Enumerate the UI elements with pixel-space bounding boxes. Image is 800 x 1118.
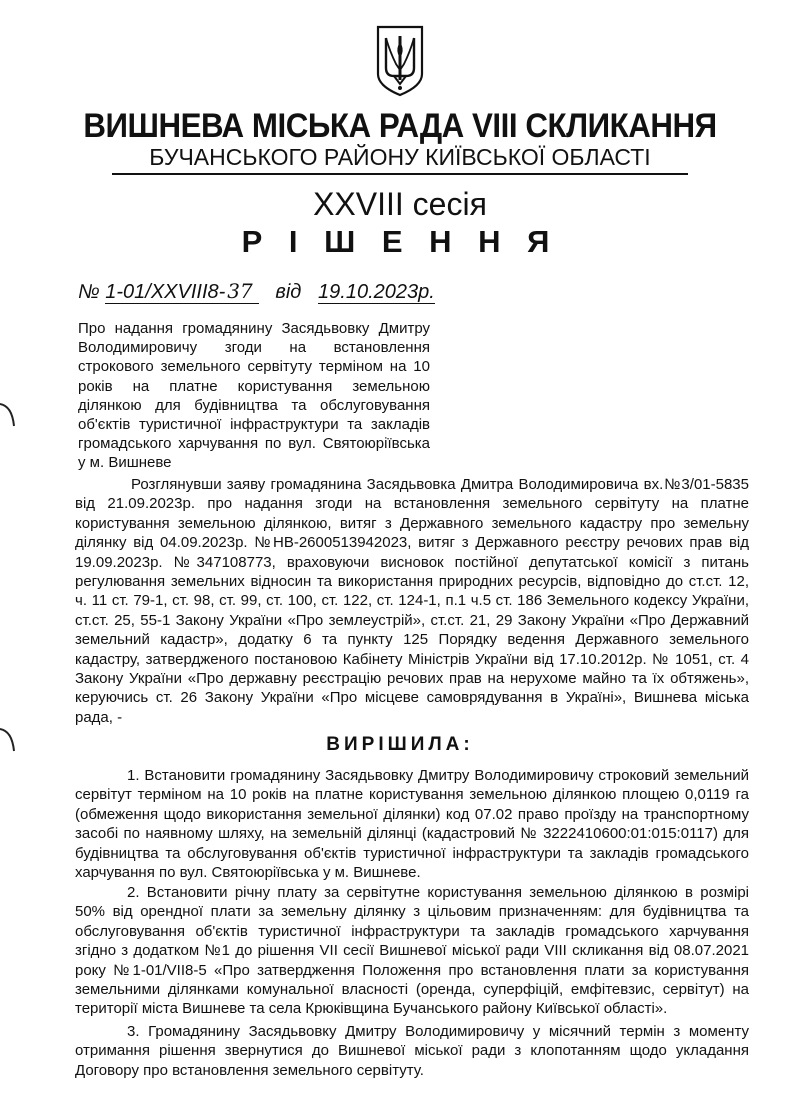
decision-date: 19.10.2023р. [318,281,435,303]
decision-number-line [78,279,435,305]
resolution-item-2 [75,883,749,1019]
resolution-item-text: 2. Встановити річну плату за сервітутне користування земельною ділянкою в розмірі 50% від орендної плати за земельну ділянку з цільовим призначенням: для будівництва та обслуговування об'єктів туристичної інфраструктури та закладів громадського харчування згідно з додатком №1 до рішення VII сесії Вишневої міської ради VIII скликання від 08.07.2021 року №1-01/VII8-5 «Про затвердження Положення про встановлення плати за користування земельними ділянками комунальної власності (оренда, суперфіцій, емфітевзис, сервітут) на території міста Вишневе та села Крюківщина Бучанського району Київської області». [75,884,749,1018]
resolution-item-text: 1. Встановити громадянину Засядьвовку Дмитру Володимировичу строковий земельний сервітут терміном на 10 років на платне користування земельною ділянкою площею 0,0119 га (обмеження щодо використання земельної ділянки) код 07.02 право проїзду на транспортному засобі по наявному шляху, на земельній ділянці (кадастровий № 3222410600:01:015:0117) для будівництва та обслуговування об'єктів туристичної інфраструктури та закладів громадського харчування по вул. Святоюріївська у м. Вишневе. [75,767,749,882]
preamble-paragraph [75,475,749,727]
decision-subject: Про надання громадянину Засядьвовку Дмитру Володимировичу згоди на встановлення строкового земельного сервітуту терміном на 10 років на платне користування земельною ділянкою для будівництва та обслуговування об'єктів туристичної інфраструктури та закладів громадського харчування по вул. Святоюріївська у м. Вишневе [78,320,430,472]
resolution-item-1 [75,766,749,882]
preamble-text: Розглянувши заяву громадянина Засядьвовка Дмитра Володимировича вх.№3/01-5835 від 21.09.2023р. про надання згоди на встановлення земельного сервітуту на платне користування земельною ділянкою, витяг з Державного земельного кадастру про земельну ділянку від 04.09.2023р. №НВ-2600513942023, витяг з Державного реєстру речових прав від 19.09.2023р. №347108773, враховуючи висновок постійної депутатської комісії з питань регулювання земельних відносин та використання природних ресурсів, відповідно до ст.ст. 12, ч. 11 ст. 79-1, ст. 98, ст. 99, ст. 100, ст. 122, ст. 124-1, п.1 ч.5 ст. 186 Земельного кодексу України, ст.ст. 25, 55-1 Закону України «Про землеустрій», ст.ст. 21, 29 Закону України «Про Державний земельний кадастр», додатку 6 та пункту 125 Порядку ведення Державного земельного кадастру, затвердженого постановою Кабінету Міністрів України від 17.10.2012р. № 1051, ст. 4 Закону України «Про державну реєстрацію речових прав на нерухоме майно та їх обтяжень», керуючись ст. 26 Закону України «Про місцеве самоврядування в Україні», Вишнева міська рада, - [75,476,749,726]
hole-punch-mark [0,725,16,755]
decision-title: Р І Ш Е Н Н Я [241,224,559,259]
decision-number-handwritten: 37 [227,279,253,303]
from-word: від [275,281,302,303]
trident-emblem-icon [374,24,426,98]
number-sign: № [78,281,100,303]
session-title: XXVIII сесія [313,186,487,222]
decision-number-printed: 1-01/XXVIII8- [105,281,226,303]
resolved-heading: ВИРІШИЛА: [326,734,474,755]
resolution-item-text: 3. Громадянину Засядьвовку Дмитру Володимировичу у місячний термін з моменту отримання рішення звернутися до Вишневої міської ради з клопотанням щодо укладання Договору про встановлення земельного сервітуту. [75,1023,749,1079]
resolution-item-3 [75,1022,749,1080]
council-title: ВИШНЕВА МІСЬКА РАДА VIII СКЛИКАННЯ [83,107,717,145]
header-divider [112,173,688,175]
hole-punch-mark [0,400,16,430]
decision-number [105,280,259,304]
district-subtitle: БУЧАНСЬКОГО РАЙОНУ КИЇВСЬКОЇ ОБЛАСТІ [149,144,651,170]
